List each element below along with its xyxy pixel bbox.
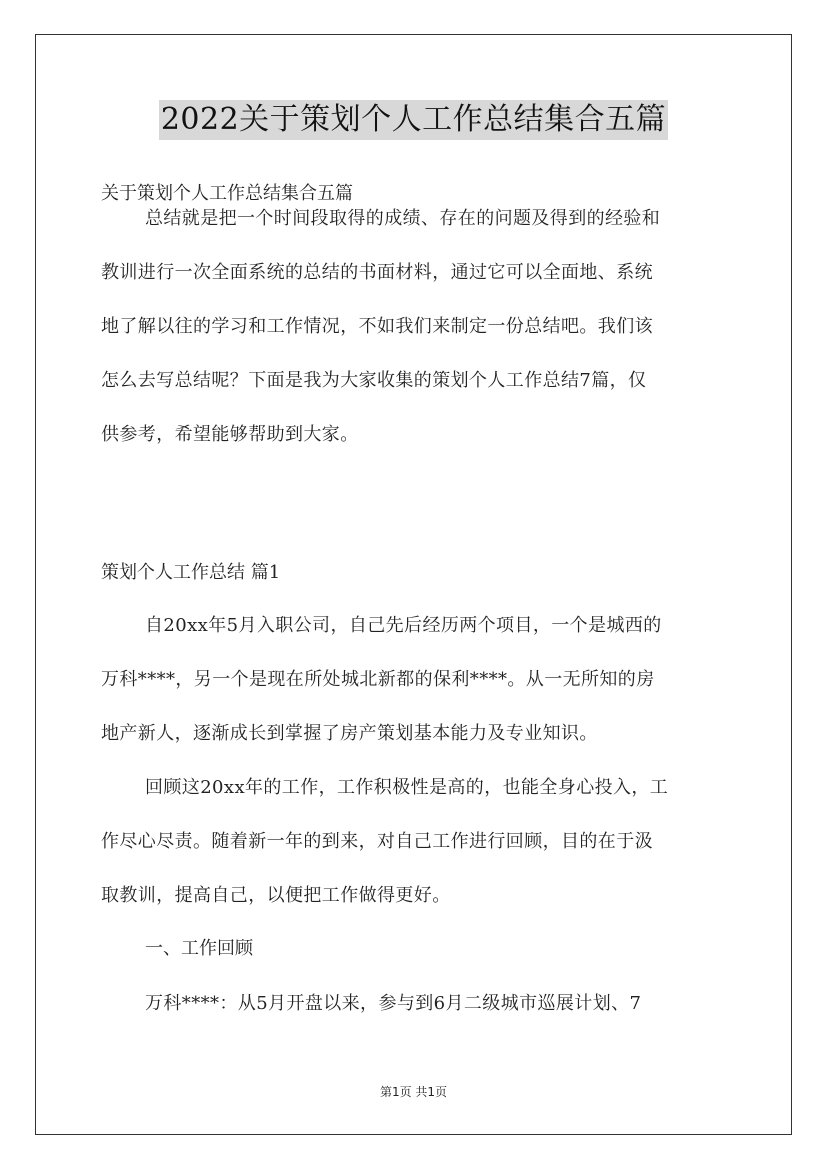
- intro-line: 总结就是把一个时间段取得的成绩、存在的问题及得到的经验和: [145, 208, 661, 229]
- document-subtitle: 关于策划个人工作总结集合五篇: [101, 183, 353, 204]
- paragraph-3: [101, 977, 727, 1031]
- subheading-work-review: 一、工作回顾: [145, 938, 253, 959]
- section-title: 策划个人工作总结 篇1: [101, 562, 281, 583]
- intro-paragraph: [101, 192, 727, 462]
- page-footer: 第1页 共1页: [379, 1085, 448, 1099]
- paragraph-line: 取教训，提高自己，以便把工作做得更好。: [101, 885, 451, 906]
- paragraph-line: 地产新人，逐渐成长到掌握了房产策划基本能力及专业知识。: [101, 723, 598, 744]
- paragraph-2: [101, 761, 727, 923]
- intro-line: 教训进行一次全面系统的总结的书面材料，通过它可以全面地、系统: [101, 262, 653, 283]
- paragraph-line: 万科****，另一个是现在所处城北新都的保利****。从一无所知的房: [101, 669, 655, 690]
- paragraph-line: 回顾这20xx年的工作，工作积极性是高的，也能全身心投入，工: [145, 777, 669, 798]
- intro-line: 地了解以往的学习和工作情况，不如我们来制定一份总结吧。我们该: [101, 316, 653, 337]
- intro-line: 怎么去写总结呢？下面是我为大家收集的策划个人工作总结7篇，仅: [101, 370, 647, 391]
- document-title: 2022关于策划个人工作总结集合五篇: [159, 100, 668, 140]
- title-container: [0, 100, 827, 140]
- paragraph-line: 自20xx年5月入职公司，自己先后经历两个项目，一个是城西的: [145, 615, 662, 636]
- paragraph-line: 万科****：从5月开盘以来，参与到6月二级城市巡展计划、7: [145, 993, 642, 1014]
- paragraph-1: [101, 599, 727, 761]
- intro-line: 供参考，希望能够帮助到大家。: [101, 424, 359, 445]
- paragraph-line: 作尽心尽责。随着新一年的到来，对自己工作进行回顾，目的在于汲: [101, 831, 653, 852]
